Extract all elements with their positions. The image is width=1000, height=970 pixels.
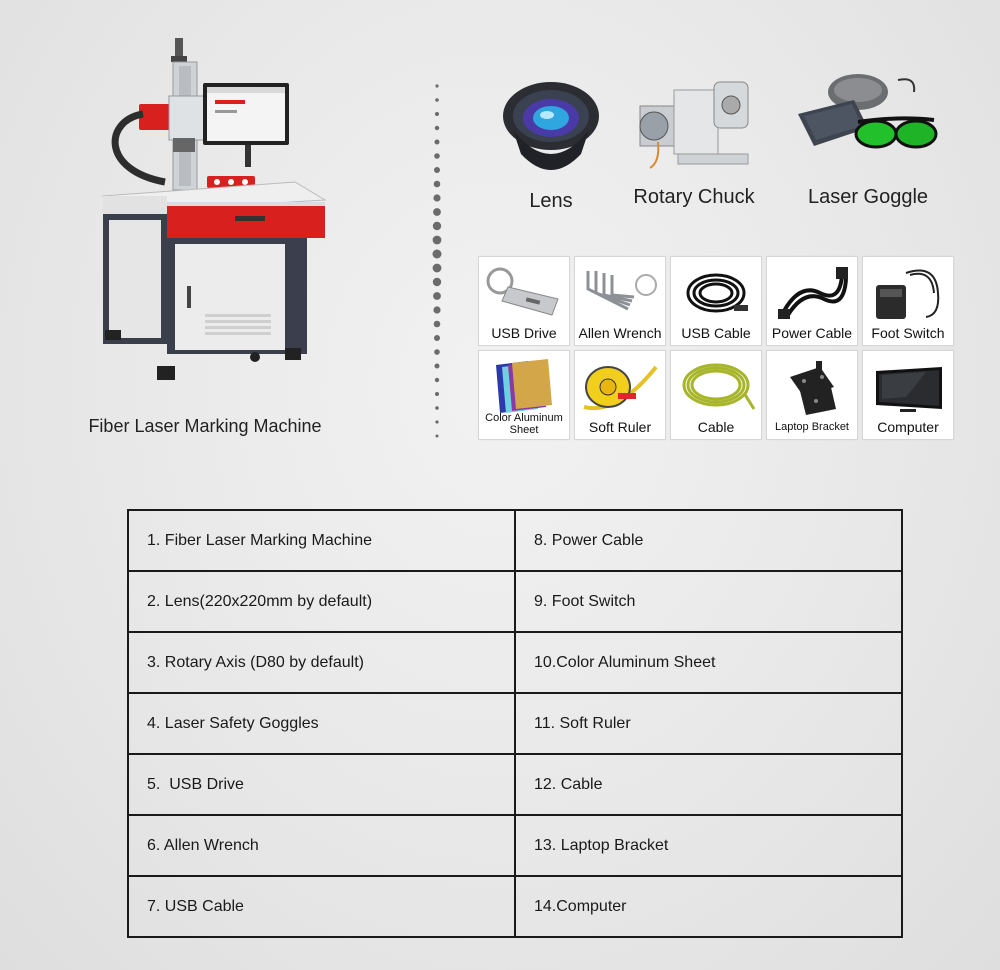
table-cell: 1. Fiber Laser Marking Machine	[128, 510, 515, 571]
table-cell: 14.Computer	[515, 876, 902, 937]
table-cell: 10.Color Aluminum Sheet	[515, 632, 902, 693]
table-cell: 5. USB Drive	[128, 754, 515, 815]
table-cell: 4. Laser Safety Goggles	[128, 693, 515, 754]
fiber-laser-machine-image	[95, 30, 335, 395]
table-cell: 3. Rotary Axis (D80 by default)	[128, 632, 515, 693]
laser-goggle-label: Laser Goggle	[807, 186, 929, 208]
table-row	[128, 815, 902, 876]
usb-cable-icon	[674, 263, 758, 323]
tile-soft-ruler	[574, 350, 666, 440]
aluminum-sheet-icon	[482, 357, 566, 417]
rotary-chuck-icon	[630, 72, 758, 182]
tile-foot-switch	[862, 256, 954, 346]
table-row	[128, 754, 902, 815]
aluminum-sheet-label: Color Aluminum Sheet	[485, 412, 563, 436]
table-row	[128, 571, 902, 632]
laptop-bracket-label: Laptop Bracket	[775, 421, 849, 433]
table-cell: 8. Power Cable	[515, 510, 902, 571]
table-cell: 7. USB Cable	[128, 876, 515, 937]
table-cell: 12. Cable	[515, 754, 902, 815]
table-cell: 2. Lens(220x220mm by default)	[128, 571, 515, 632]
cable-icon	[674, 357, 758, 417]
table-cell: 13. Laptop Bracket	[515, 815, 902, 876]
soft-ruler-icon	[578, 357, 662, 417]
power-cable-icon	[770, 263, 854, 323]
accessory-lens	[495, 78, 607, 213]
lens-icon	[499, 78, 603, 186]
tile-allen-wrench	[574, 256, 666, 346]
tile-color-aluminum-sheet	[478, 350, 570, 440]
usb-drive-icon	[482, 263, 566, 323]
machine-caption: Fiber Laser Marking Machine	[88, 416, 322, 436]
table-cell: 9. Foot Switch	[515, 571, 902, 632]
power-cable-label: Power Cable	[771, 325, 853, 341]
table-row	[128, 693, 902, 754]
computer-icon	[866, 357, 950, 417]
tile-computer	[862, 350, 954, 440]
lens-label: Lens	[529, 190, 573, 212]
foot-switch-icon	[866, 263, 950, 323]
table-row	[128, 876, 902, 937]
usb-drive-label: USB Drive	[491, 325, 557, 341]
accessory-laser-goggle	[795, 72, 941, 209]
allen-wrench-icon	[578, 263, 662, 323]
parts-list-table	[127, 509, 903, 938]
tile-usb-cable	[670, 256, 762, 346]
tile-power-cable	[766, 256, 858, 346]
accessory-rotary-chuck	[626, 72, 762, 209]
table-row	[128, 510, 902, 571]
rotary-chuck-label: Rotary Chuck	[633, 186, 755, 208]
soft-ruler-label: Soft Ruler	[588, 419, 652, 435]
usb-cable-label: USB Cable	[681, 325, 751, 341]
computer-label: Computer	[877, 419, 939, 435]
allen-wrench-label: Allen Wrench	[578, 325, 662, 341]
table-cell: 6. Allen Wrench	[128, 815, 515, 876]
table-row	[128, 632, 902, 693]
laser-goggle-icon	[798, 72, 938, 182]
tile-laptop-bracket	[766, 350, 858, 440]
accessory-grid	[476, 254, 956, 444]
tile-usb-drive	[478, 256, 570, 346]
laptop-bracket-icon	[770, 357, 854, 417]
tile-cable	[670, 350, 762, 440]
foot-switch-label: Foot Switch	[871, 325, 945, 341]
cable-label: Cable	[697, 419, 735, 435]
table-cell: 11. Soft Ruler	[515, 693, 902, 754]
dotted-divider	[430, 82, 444, 442]
